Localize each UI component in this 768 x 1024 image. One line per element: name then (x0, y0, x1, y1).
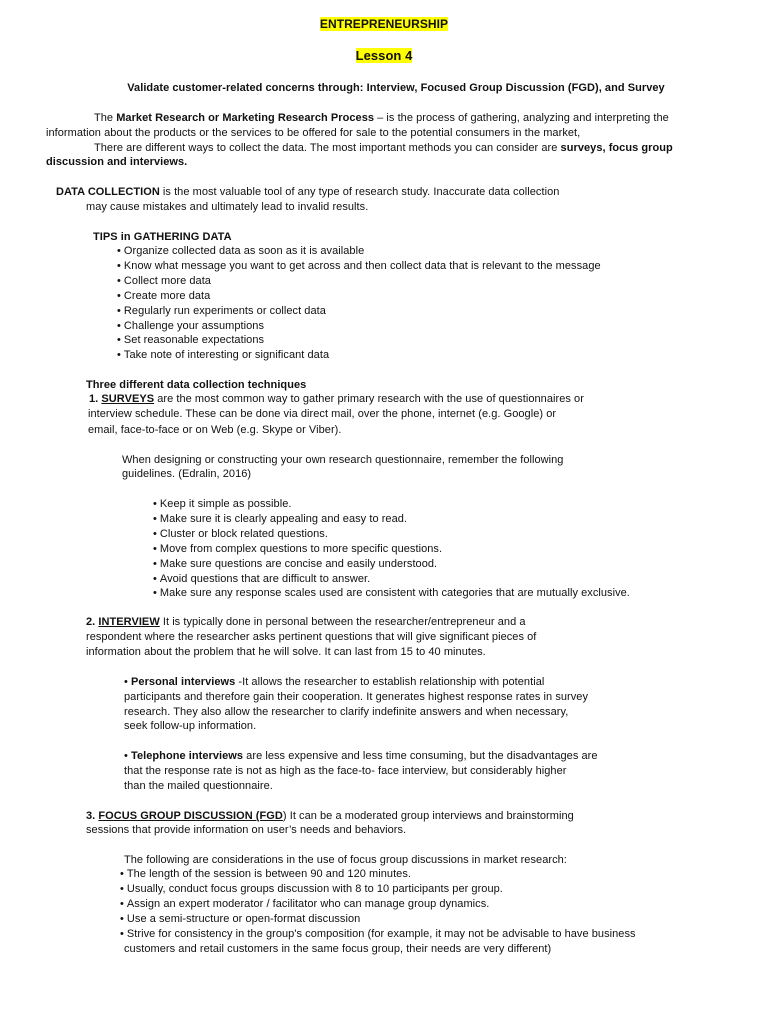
surveys-line3: email, face-to-face or on Web (e.g. Skype or Viber). (88, 424, 342, 436)
surveys-line1: 1. SURVEYS are the most common way to gather primary research with the use of questionnaires or (89, 393, 584, 405)
fgd-line1: 3. FOCUS GROUP DISCUSSION (FGD) It can be a moderated group interviews and brainstorming (86, 810, 574, 822)
personal-interviews-line3: research. They also allow the researcher to clarify indefinite answers and when necessary, (124, 706, 569, 718)
tips-heading: TIPS in GATHERING DATA (93, 231, 232, 243)
interview-line1: 2. INTERVIEW It is typically done in personal between the researcher/entrepreneur and a (86, 616, 526, 628)
intro-paragraph-line1: The Market Research or Marketing Research Process – is the process of gathering, analyzing and interpreting the (94, 112, 669, 124)
list-item: • Use a semi-structure or open-format discussion (120, 912, 636, 927)
list-item: • Challenge your assumptions (117, 319, 601, 334)
fgd-line2: sessions that provide information on user’s needs and behaviors. (86, 824, 407, 836)
techniques-heading: Three different data collection techniques (86, 379, 307, 391)
surveys-line2: interview schedule. These can be done via direct mail, over the phone, internet (e.g. Google) or (88, 408, 557, 420)
telephone-interviews-line3: than the mailed questionnaire. (124, 780, 273, 792)
list-item: • Organize collected data as soon as it is available (117, 244, 601, 259)
lesson-subtitle: Validate customer-related concerns through: Interview, Focused Group Discussion (FGD), and Survey (127, 82, 665, 94)
document-title (0, 17, 768, 31)
interview-line3: information about the problem that he will solve. It can last from 15 to 40 minutes. (86, 646, 486, 658)
intro-paragraph-line2: information about the products or the services to be offered for sale to the potential consumers in the market, (46, 127, 581, 139)
interview-label: INTERVIEW (98, 616, 160, 628)
list-item: • The length of the session is between 90 and 120 minutes. (120, 867, 636, 882)
fgd-considerations-last-line: customers and retail customers in the same focus group, their needs are very different) (124, 943, 552, 955)
questionnaire-note-line2: guidelines. (Edralin, 2016) (122, 468, 252, 480)
tips-list (117, 244, 601, 363)
surveys-label: SURVEYS (101, 393, 155, 405)
personal-interviews-label: Personal interviews (131, 676, 236, 688)
list-item: • Assign an expert moderator / facilitator who can manage group dynamics. (120, 897, 636, 912)
list-item: • Set reasonable expectations (117, 333, 601, 348)
lesson-heading (0, 49, 768, 63)
list-item: • Strive for consistency in the group's composition (for example, it may not be advisable to have business (120, 927, 636, 942)
fgd-considerations-list (120, 867, 636, 942)
methods-emphasis: surveys, focus group (560, 142, 673, 154)
fgd-label: FOCUS GROUP DISCUSSION (FGD (98, 810, 283, 822)
telephone-interviews-line1: • Telephone interviews are less expensive and less time consuming, but the disadvantages are (124, 750, 598, 762)
list-item: • Regularly run experiments or collect data (117, 304, 601, 319)
market-research-term: Market Research or Marketing Research Process (116, 112, 375, 124)
list-item: • Make sure questions are concise and easily understood. (153, 557, 630, 572)
list-item: • Know what message you want to get across and then collect data that is relevant to the message (117, 259, 601, 274)
intro-paragraph2-line2: discussion and interviews. (46, 156, 188, 168)
title-text: ENTREPRENEURSHIP (319, 17, 449, 31)
interview-line2: respondent where the researcher asks pertinent questions that will give significant pieces of (86, 631, 537, 643)
data-collection-line1: DATA COLLECTION is the most valuable tool of any type of research study. Inaccurate data collection (56, 186, 560, 198)
list-item: • Collect more data (117, 274, 601, 289)
list-item: • Avoid questions that are difficult to answer. (153, 572, 630, 587)
list-item: • Take note of interesting or significant data (117, 348, 601, 363)
list-item: • Cluster or block related questions. (153, 527, 630, 542)
list-item: • Keep it simple as possible. (153, 497, 630, 512)
personal-interviews-line1: • Personal interviews -It allows the researcher to establish relationship with potential (124, 676, 545, 688)
data-collection-line2: may cause mistakes and ultimately lead to invalid results. (86, 201, 369, 213)
list-item: • Make sure it is clearly appealing and easy to read. (153, 512, 630, 527)
questionnaire-guidelines-list (153, 497, 630, 601)
questionnaire-note-line1: When designing or constructing your own research questionnaire, remember the following (122, 454, 564, 466)
intro-paragraph2-line1: There are different ways to collect the data. The most important methods you can consider are surveys, focus group (94, 142, 673, 154)
data-collection-label: DATA COLLECTION (56, 186, 160, 198)
list-item: • Move from complex questions to more specific questions. (153, 542, 630, 557)
list-item: • Usually, conduct focus groups discussion with 8 to 10 participants per group. (120, 882, 636, 897)
list-item: • Make sure any response scales used are consistent with categories that are mutually exclusive. (153, 586, 630, 601)
fgd-considerations-intro: The following are considerations in the use of focus group discussions in market research: (124, 854, 567, 866)
list-item: • Create more data (117, 289, 601, 304)
personal-interviews-line2: participants and therefore gain their cooperation. It generates highest response rates in survey (124, 691, 589, 703)
telephone-interviews-label: Telephone interviews (131, 750, 244, 762)
personal-interviews-line4: seek follow-up information. (124, 720, 257, 732)
lesson-text: Lesson 4 (355, 48, 413, 63)
telephone-interviews-line2: that the response rate is not as high as the face-to- face interview, but considerably higher (124, 765, 567, 777)
